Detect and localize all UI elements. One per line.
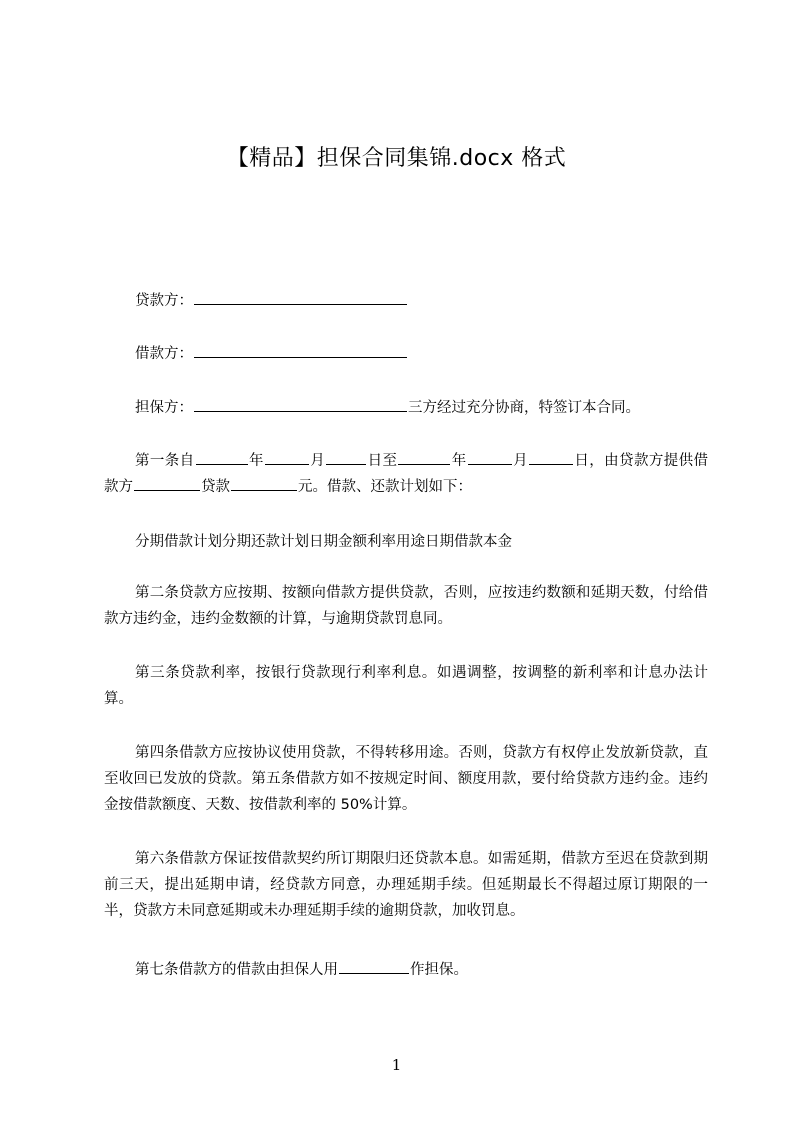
article-1-text: 月 (512, 453, 528, 469)
amount-blank (134, 476, 200, 491)
date-blank (468, 450, 512, 465)
lender-blank (194, 290, 407, 305)
date-blank (529, 450, 573, 465)
borrower-blank (194, 343, 407, 358)
article-2: 第二条贷款方应按期、按额向借款方提供贷款，否则，应按违约数额和延期天数，付给借款方违约金，违约金数额的计算，与逾期贷款罚息同。 (104, 585, 708, 627)
article-1-text: 月 (309, 453, 326, 469)
guarantor-tail: 三方经过充分协商，特签订本合同。 (408, 400, 640, 416)
date-blank (265, 450, 309, 465)
lender-label: 贷款方： (135, 293, 193, 309)
article-7-after: 作担保。 (410, 962, 468, 978)
article-1-text: 元。借款、还款计划如下： (298, 479, 472, 495)
date-blank (326, 450, 366, 465)
date-blank (398, 450, 450, 465)
borrower-line (104, 343, 739, 364)
article-1-text: 年 (451, 453, 467, 469)
plan-row: 分期借款计划分期还款计划日期金额利率用途日期借款本金 (135, 534, 512, 550)
article-1-text: 第一条自 (135, 453, 195, 469)
collateral-blank (339, 959, 409, 974)
amount-blank (231, 476, 297, 491)
lender-line (104, 290, 739, 311)
article-1 (104, 448, 708, 500)
date-blank (196, 450, 248, 465)
article-1-text: 日，由贷款方 (573, 453, 664, 469)
article-1-text: 贷款 (201, 479, 230, 495)
article-6: 第六条借款方保证按借款契约所订期限归还贷款本息。如需延期，借款方至迟在贷款到期前三天，提出延期申请，经贷款方同意，办理延期手续。但延期最长不得超过原订期限的一半，贷款方未同意延期或未办理延期手续的逾期贷款，加收罚息。 (104, 851, 708, 919)
article-1-text: 年 (248, 453, 264, 469)
article-1-text: 提供借款方 (104, 453, 709, 495)
article-7-before: 第七条借款方的借款由担保人用 (135, 962, 338, 978)
guarantor-blank (194, 397, 407, 412)
document-title: 【精品】担保合同集锦.docx 格式 (226, 146, 567, 171)
guarantor-label: 担保方： (135, 400, 193, 416)
borrower-label: 借款方： (135, 346, 193, 362)
article-1-text: 日至 (367, 453, 398, 469)
article-7 (104, 959, 739, 980)
page-number: 1 (391, 1056, 402, 1074)
article-4-5: 第四条借款方应按协议使用贷款，不得转移用途。否则，贷款方有权停止发放新贷款，直至收回已发放的贷款。第五条借款方如不按规定时间、额度用款，要付给贷款方违约金。违约金按借款额度、天数、按借款利率的 50%计算。 (104, 745, 708, 813)
guarantor-line (104, 397, 739, 418)
article-3: 第三条贷款利率，按银行贷款现行利率利息。如遇调整，按调整的新利率和计息办法计算。 (104, 665, 708, 707)
